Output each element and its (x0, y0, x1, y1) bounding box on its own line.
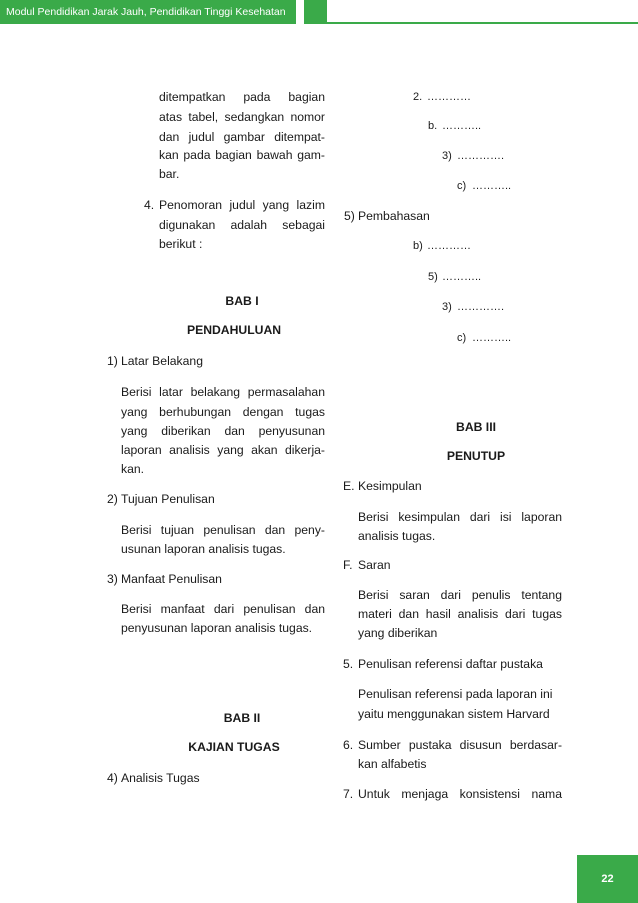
section-label: Penulisan referensi daftar pustaka (358, 657, 543, 671)
section-body-line: kan. (121, 462, 145, 476)
outline-number: b) (413, 240, 423, 252)
item4-line: Penomoran judul yang lazim (159, 198, 325, 212)
section-number: 3) (107, 572, 118, 586)
outline-placeholder: …………. (457, 150, 505, 162)
section-number: 5) (344, 209, 355, 223)
outline-number: b. (428, 120, 438, 132)
section-label: Analisis Tugas (121, 771, 200, 785)
intro-line: atas tabel, sedangkan nomor (159, 110, 325, 124)
section-body-line: yang berhubungan dengan tugas (121, 405, 325, 419)
outline-placeholder: ……….. (442, 271, 482, 283)
outline-number: c) (457, 332, 467, 344)
section-label: Latar Belakang (121, 354, 203, 368)
outline-placeholder: ………… (427, 91, 471, 103)
section-body-line: penyusunan laporan analisis tugas. (121, 621, 313, 635)
chapter-title: BAB I (225, 294, 259, 308)
section-number: 6. (343, 738, 354, 752)
section-number: E. (343, 479, 355, 493)
section-body-line: analisis tugas. (358, 529, 436, 543)
section-body-line: Berisi latar belakang permasalahan (121, 385, 325, 399)
chapter-subtitle: KAJIAN TUGAS (188, 740, 280, 754)
section-body-line: Sumber pustaka disusun berdasar- (358, 738, 562, 752)
section-body-line: Berisi kesimpulan dari isi laporan (358, 510, 562, 524)
section-number: 2) (107, 492, 118, 506)
outline-number: 2. (413, 91, 423, 103)
section-label: Manfaat Penulisan (121, 572, 222, 586)
intro-line: kan pada bagian bawah gam- (159, 148, 325, 162)
outline-number: c) (457, 180, 467, 192)
section-body-line: usunan laporan analisis tugas. (121, 542, 286, 556)
section-number: F. (343, 558, 353, 572)
section-label: Saran (358, 558, 391, 572)
section-body-line: yang diberikan dan penyusunan (121, 424, 325, 438)
item4-line: berikut : (159, 237, 203, 251)
outline-placeholder: ……….. (472, 180, 512, 192)
section-label: Kesimpulan (358, 479, 422, 493)
outline-number: 3) (442, 150, 452, 162)
section-body-line: yang diberikan (358, 626, 438, 640)
chapter-subtitle: PENUTUP (446, 449, 506, 463)
section-body-line: laporan analisis yang akan dikerja- (121, 443, 325, 457)
outline-placeholder: ……….. (442, 120, 482, 132)
section-number: 1) (107, 354, 118, 368)
section-label: Tujuan Penulisan (121, 492, 215, 506)
section-number: 5. (343, 657, 354, 671)
outline-placeholder: ………… (427, 240, 471, 252)
section-body-line: Berisi tujuan penulisan dan peny- (121, 523, 325, 537)
intro-line: dan judul gambar ditempat- (159, 130, 325, 144)
section-number: 4) (107, 771, 118, 785)
intro-line: bar. (159, 167, 180, 181)
page-number: 22 (577, 855, 638, 903)
section-body-line: yaitu menggunakan sistem Harvard (358, 707, 550, 721)
header-rule (327, 22, 638, 24)
chapter-title: BAB II (223, 711, 261, 725)
item-number: 4. (144, 198, 155, 212)
section-body-line: kan alfabetis (358, 757, 427, 771)
section-body-line: Berisi saran dari penulis tentang (358, 588, 562, 602)
outline-number: 3) (442, 301, 452, 313)
section-body-line: Penulisan referensi pada laporan ini (358, 687, 553, 701)
section-number: 7. (343, 787, 354, 801)
outline-number: 5) (428, 271, 438, 283)
item4-line: digunakan adalah sebagai (159, 218, 325, 232)
chapter-title: BAB III (456, 420, 496, 434)
section-body-line: Berisi manfaat dari penulisan dan (121, 602, 325, 616)
outline-placeholder: …………. (457, 301, 505, 313)
section-body-line: materi dan hasil analisis dari tugas (358, 607, 562, 621)
section-body-line: Untuk menjaga konsistensi nama (358, 787, 562, 801)
chapter-subtitle: PENDAHULUAN (186, 323, 282, 337)
intro-line: ditempatkan pada bagian (159, 90, 325, 104)
header-title: Modul Pendidikan Jarak Jauh, Pendidikan Tinggi Kesehatan (0, 0, 296, 24)
header-accent-block (304, 0, 327, 24)
outline-placeholder: ……….. (472, 332, 512, 344)
section-label: Pembahasan (358, 209, 430, 223)
